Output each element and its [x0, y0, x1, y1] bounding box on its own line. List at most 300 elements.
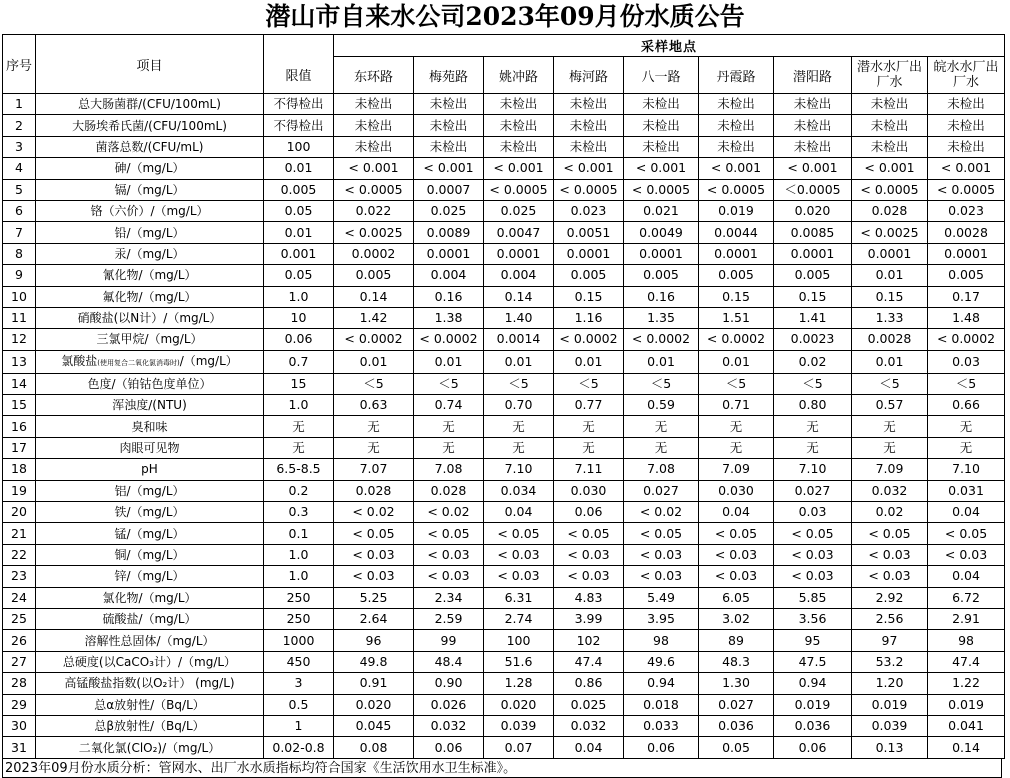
row-number: 29: [3, 694, 36, 715]
row-value: < 0.0005: [699, 179, 774, 200]
row-value: 0.04: [484, 502, 554, 523]
row-value: 0.06: [414, 737, 484, 758]
row-value: ＜5: [928, 373, 1005, 394]
row-value: < 0.001: [928, 158, 1005, 179]
row-value: 0.036: [774, 715, 852, 736]
row-value: 0.0001: [774, 243, 852, 264]
row-value: 未检出: [334, 136, 414, 157]
row-value: < 0.02: [414, 502, 484, 523]
row-item: 锰/（mg/L）: [36, 523, 264, 544]
row-value: < 0.001: [699, 158, 774, 179]
row-number: 14: [3, 373, 36, 394]
row-value: 98: [624, 630, 699, 651]
row-value: 6.72: [928, 587, 1005, 608]
row-value: < 0.05: [414, 523, 484, 544]
row-value: 0.0085: [774, 222, 852, 243]
row-value: 0.005: [774, 265, 852, 286]
header-item: 项目: [36, 35, 264, 94]
row-item: 铅/（mg/L）: [36, 222, 264, 243]
row-number: 2: [3, 115, 36, 136]
header-seq: 序号: [3, 35, 36, 94]
header-site: 梅苑路: [414, 57, 484, 94]
row-value: 无: [852, 416, 928, 437]
row-value: 未检出: [774, 115, 852, 136]
row-value: < 0.05: [852, 523, 928, 544]
row-value: < 0.03: [699, 544, 774, 565]
row-item: 色度/（铂钴色度单位）: [36, 373, 264, 394]
row-value: 0.06: [774, 737, 852, 758]
row-value: 0.02: [774, 350, 852, 373]
row-value: 0.01: [699, 350, 774, 373]
row-value: < 0.001: [334, 158, 414, 179]
row-value: 0.018: [624, 694, 699, 715]
row-value: 无: [928, 416, 1005, 437]
row-limit: 1: [264, 715, 334, 736]
row-value: 0.036: [699, 715, 774, 736]
row-value: 0.0044: [699, 222, 774, 243]
row-number: 1: [3, 94, 36, 115]
row-number: 31: [3, 737, 36, 758]
row-limit: 100: [264, 136, 334, 157]
row-value: 0.019: [699, 200, 774, 221]
row-value: < 0.05: [334, 523, 414, 544]
row-value: < 0.0002: [699, 329, 774, 350]
row-value: < 0.0002: [928, 329, 1005, 350]
row-value: 0.04: [554, 737, 624, 758]
row-value: 0.04: [928, 502, 1005, 523]
row-number: 21: [3, 523, 36, 544]
row-value: 0.0047: [484, 222, 554, 243]
table-row: [3, 437, 1005, 458]
row-value: 0.57: [852, 395, 928, 416]
row-value: 0.05: [699, 737, 774, 758]
row-item: 总β放射性/（Bq/L）: [36, 715, 264, 736]
row-value: 0.71: [699, 395, 774, 416]
row-limit: 1000: [264, 630, 334, 651]
row-value: < 0.0025: [334, 222, 414, 243]
row-value: 1.35: [624, 307, 699, 328]
row-value: 0.004: [414, 265, 484, 286]
row-value: 0.91: [334, 673, 414, 694]
row-value: < 0.03: [774, 544, 852, 565]
row-value: < 0.0002: [414, 329, 484, 350]
row-value: 0.005: [554, 265, 624, 286]
row-value: 无: [554, 437, 624, 458]
row-value: 49.8: [334, 651, 414, 672]
row-value: 0.01: [852, 265, 928, 286]
row-value: 无: [699, 416, 774, 437]
row-value: 0.023: [928, 200, 1005, 221]
row-number: 12: [3, 329, 36, 350]
row-value: 1.33: [852, 307, 928, 328]
row-value: 0.0028: [852, 329, 928, 350]
row-value: 无: [484, 437, 554, 458]
row-value: 4.83: [554, 587, 624, 608]
row-value: 0.0023: [774, 329, 852, 350]
row-value: 5.85: [774, 587, 852, 608]
row-item: 总大肠菌群/(CFU/100mL): [36, 94, 264, 115]
row-number: 15: [3, 395, 36, 416]
row-item: 铁/（mg/L）: [36, 502, 264, 523]
row-value: 1.16: [554, 307, 624, 328]
table-row: [3, 608, 1005, 629]
row-item: 汞/（mg/L）: [36, 243, 264, 264]
row-value: 无: [624, 416, 699, 437]
row-value: < 0.05: [774, 523, 852, 544]
row-value: 无: [774, 437, 852, 458]
row-limit: 0.005: [264, 179, 334, 200]
row-item: 二氧化氯(ClO₂)/（mg/L）: [36, 737, 264, 758]
row-number: 16: [3, 416, 36, 437]
row-value: 1.38: [414, 307, 484, 328]
row-value: 未检出: [334, 115, 414, 136]
row-value: 5.49: [624, 587, 699, 608]
row-item-name: 氯酸盐: [61, 353, 98, 368]
row-item: 氰化物/（mg/L）: [36, 265, 264, 286]
row-value: 0.15: [774, 286, 852, 307]
row-value: ＜5: [484, 373, 554, 394]
row-number: 22: [3, 544, 36, 565]
row-value: 0.027: [624, 480, 699, 501]
table-row: [3, 350, 1005, 373]
row-value: 未检出: [554, 115, 624, 136]
row-value: 0.01: [852, 350, 928, 373]
table-row: [3, 416, 1005, 437]
row-value: ＜0.0005: [774, 179, 852, 200]
row-value: 3.95: [624, 608, 699, 629]
row-value: 0.77: [554, 395, 624, 416]
row-value: 47.4: [554, 651, 624, 672]
row-limit: 0.001: [264, 243, 334, 264]
row-value: < 0.03: [484, 566, 554, 587]
row-value: 7.10: [484, 459, 554, 480]
row-item: 铜/（mg/L）: [36, 544, 264, 565]
row-value: 无: [554, 416, 624, 437]
row-value: 0.04: [928, 566, 1005, 587]
row-value: < 0.001: [624, 158, 699, 179]
row-value: 0.020: [334, 694, 414, 715]
row-value: 0.17: [928, 286, 1005, 307]
header-site: 梅河路: [554, 57, 624, 94]
row-limit: 0.05: [264, 265, 334, 286]
row-value: 95: [774, 630, 852, 651]
row-limit: 不得检出: [264, 94, 334, 115]
row-value: 未检出: [774, 94, 852, 115]
row-limit: 6.5-8.5: [264, 459, 334, 480]
row-item: 铝/（mg/L）: [36, 480, 264, 501]
row-value: 5.25: [334, 587, 414, 608]
row-value: 3.56: [774, 608, 852, 629]
row-value: 0.041: [928, 715, 1005, 736]
row-value: 未检出: [699, 94, 774, 115]
row-value: < 0.0005: [852, 179, 928, 200]
row-limit: 3: [264, 673, 334, 694]
row-number: 24: [3, 587, 36, 608]
row-item: 总硬度(以CaCO₃计）/（mg/L）: [36, 651, 264, 672]
row-value: 0.0001: [414, 243, 484, 264]
row-value: 7.09: [699, 459, 774, 480]
table-row: [3, 459, 1005, 480]
row-value: 0.0089: [414, 222, 484, 243]
row-value: 0.0028: [928, 222, 1005, 243]
row-value: 0.06: [624, 737, 699, 758]
row-item: 肉眼可见物: [36, 437, 264, 458]
row-value: 3.99: [554, 608, 624, 629]
row-limit: 15: [264, 373, 334, 394]
row-value: 0.16: [414, 286, 484, 307]
row-value: < 0.03: [414, 566, 484, 587]
table-row: [3, 502, 1005, 523]
row-limit: 不得检出: [264, 115, 334, 136]
row-limit: 0.01: [264, 158, 334, 179]
row-value: ＜5: [774, 373, 852, 394]
table-row: [3, 307, 1005, 328]
row-item: 三氯甲烷/（mg/L）: [36, 329, 264, 350]
header-site: 八一路: [624, 57, 699, 94]
row-value: 0.70: [484, 395, 554, 416]
row-value: 未检出: [414, 136, 484, 157]
row-value: 7.09: [852, 459, 928, 480]
row-number: 26: [3, 630, 36, 651]
row-limit: 250: [264, 587, 334, 608]
header-site: 东环路: [334, 57, 414, 94]
table-row: [3, 480, 1005, 501]
row-limit: 1.0: [264, 566, 334, 587]
row-value: 1.22: [928, 673, 1005, 694]
row-value: < 0.03: [774, 566, 852, 587]
row-item: 大肠埃希氏菌/(CFU/100mL): [36, 115, 264, 136]
table-row: [3, 136, 1005, 157]
row-value: 0.028: [334, 480, 414, 501]
row-item: 砷/（mg/L）: [36, 158, 264, 179]
row-value: 0.03: [928, 350, 1005, 373]
row-value: 0.039: [852, 715, 928, 736]
row-value: 0.15: [699, 286, 774, 307]
table-row: [3, 158, 1005, 179]
header-site: 潜阳路: [774, 57, 852, 94]
header-site: 姚冲路: [484, 57, 554, 94]
row-value: 1.20: [852, 673, 928, 694]
row-item: 氟化物/（mg/L）: [36, 286, 264, 307]
row-number: 25: [3, 608, 36, 629]
row-item: 硝酸盐(以N计）/（mg/L）: [36, 307, 264, 328]
header-site: 丹霞路: [699, 57, 774, 94]
row-value: < 0.0005: [928, 179, 1005, 200]
row-value: < 0.03: [334, 566, 414, 587]
row-value: 0.07: [484, 737, 554, 758]
row-value: 无: [414, 416, 484, 437]
table-row: [3, 395, 1005, 416]
row-value: 0.0001: [852, 243, 928, 264]
row-value: 3.02: [699, 608, 774, 629]
row-value: 0.86: [554, 673, 624, 694]
row-number: 19: [3, 480, 36, 501]
row-limit: 450: [264, 651, 334, 672]
row-value: < 0.001: [484, 158, 554, 179]
table-row: [3, 694, 1005, 715]
table-row: [3, 286, 1005, 307]
row-value: 未检出: [334, 94, 414, 115]
row-value: 0.90: [414, 673, 484, 694]
row-number: 7: [3, 222, 36, 243]
row-number: 8: [3, 243, 36, 264]
row-value: 0.59: [624, 395, 699, 416]
row-limit: 1.0: [264, 286, 334, 307]
row-value: < 0.03: [624, 566, 699, 587]
row-item: 高锰酸盐指数(以O₂计） (mg/L): [36, 673, 264, 694]
row-limit: 10: [264, 307, 334, 328]
row-value: 0.025: [414, 200, 484, 221]
row-value: 0.04: [699, 502, 774, 523]
row-number: 4: [3, 158, 36, 179]
row-value: 未检出: [852, 136, 928, 157]
row-value: 0.94: [624, 673, 699, 694]
row-value: 0.0049: [624, 222, 699, 243]
row-value: 0.030: [699, 480, 774, 501]
row-value: 48.3: [699, 651, 774, 672]
row-value: 未检出: [624, 136, 699, 157]
row-value: 0.031: [928, 480, 1005, 501]
row-limit: 0.05: [264, 200, 334, 221]
row-value: ＜5: [414, 373, 484, 394]
row-value: 0.033: [624, 715, 699, 736]
row-limit: 250: [264, 608, 334, 629]
row-item: 总α放射性/（Bq/L）: [36, 694, 264, 715]
row-value: 0.0051: [554, 222, 624, 243]
table-row: [3, 523, 1005, 544]
row-value: 无: [484, 416, 554, 437]
row-value: 0.01: [624, 350, 699, 373]
row-value: 0.80: [774, 395, 852, 416]
row-value: 0.023: [554, 200, 624, 221]
row-value: 99: [414, 630, 484, 651]
row-value: 7.10: [774, 459, 852, 480]
row-item-unit: /（mg/L）: [179, 353, 238, 368]
row-value: 未检出: [928, 94, 1005, 115]
row-number: 9: [3, 265, 36, 286]
row-limit: 1.0: [264, 395, 334, 416]
table-row: [3, 200, 1005, 221]
row-value: 0.63: [334, 395, 414, 416]
row-number: 30: [3, 715, 36, 736]
row-value: < 0.001: [774, 158, 852, 179]
row-value: < 0.001: [852, 158, 928, 179]
row-value: 7.08: [624, 459, 699, 480]
row-value: ＜5: [554, 373, 624, 394]
table-row: [3, 265, 1005, 286]
row-value: 0.027: [774, 480, 852, 501]
table-row: [3, 566, 1005, 587]
row-value: 未检出: [554, 136, 624, 157]
row-limit: 0.3: [264, 502, 334, 523]
row-value: 0.0014: [484, 329, 554, 350]
row-value: 0.16: [624, 286, 699, 307]
row-value: 1.42: [334, 307, 414, 328]
row-item: 氯化物/（mg/L）: [36, 587, 264, 608]
row-value: 0.02: [852, 502, 928, 523]
row-item: [36, 350, 264, 373]
row-number: 20: [3, 502, 36, 523]
row-value: 0.005: [334, 265, 414, 286]
row-value: 1.51: [699, 307, 774, 328]
header-sampling-sites: 采样地点: [334, 35, 1005, 57]
row-value: 49.6: [624, 651, 699, 672]
table-row: [3, 544, 1005, 565]
table-row: [3, 94, 1005, 115]
table-row: [3, 179, 1005, 200]
row-value: 0.032: [414, 715, 484, 736]
row-value: < 0.05: [928, 523, 1005, 544]
row-value: 未检出: [484, 94, 554, 115]
row-value: 48.4: [414, 651, 484, 672]
row-value: 无: [624, 437, 699, 458]
row-value: 未检出: [414, 94, 484, 115]
row-value: 0.01: [414, 350, 484, 373]
row-number: 17: [3, 437, 36, 458]
row-value: < 0.03: [624, 544, 699, 565]
row-value: 0.01: [554, 350, 624, 373]
row-value: 0.13: [852, 737, 928, 758]
row-value: 47.4: [928, 651, 1005, 672]
row-value: 0.005: [624, 265, 699, 286]
row-value: 未检出: [624, 94, 699, 115]
row-value: 96: [334, 630, 414, 651]
row-value: < 0.0025: [852, 222, 928, 243]
table-row: [3, 329, 1005, 350]
row-value: < 0.03: [554, 566, 624, 587]
row-value: < 0.03: [554, 544, 624, 565]
row-value: 0.045: [334, 715, 414, 736]
row-value: 0.028: [414, 480, 484, 501]
row-value: 0.020: [774, 200, 852, 221]
row-item: 铬（六价）/（mg/L）: [36, 200, 264, 221]
row-value: 1.41: [774, 307, 852, 328]
row-value: 0.0001: [554, 243, 624, 264]
row-value: 0.019: [852, 694, 928, 715]
row-value: < 0.05: [554, 523, 624, 544]
row-value: 7.08: [414, 459, 484, 480]
table-row: [3, 715, 1005, 736]
row-value: 0.08: [334, 737, 414, 758]
row-value: 0.025: [554, 694, 624, 715]
row-value: < 0.05: [699, 523, 774, 544]
row-limit: 0.1: [264, 523, 334, 544]
row-value: 0.025: [484, 200, 554, 221]
row-value: 未检出: [484, 115, 554, 136]
row-value: 无: [852, 437, 928, 458]
row-value: 1.40: [484, 307, 554, 328]
row-value: 0.032: [554, 715, 624, 736]
row-value: 0.0001: [624, 243, 699, 264]
row-item: 锌/（mg/L）: [36, 566, 264, 587]
row-value: 未检出: [928, 136, 1005, 157]
row-value: 未检出: [928, 115, 1005, 136]
row-value: 1.48: [928, 307, 1005, 328]
water-quality-table: [2, 34, 1005, 759]
row-value: < 0.0005: [334, 179, 414, 200]
row-value: 0.019: [774, 694, 852, 715]
row-value: < 0.0002: [334, 329, 414, 350]
row-value: 2.34: [414, 587, 484, 608]
row-item: 菌落总数/(CFU/mL): [36, 136, 264, 157]
row-number: 28: [3, 673, 36, 694]
row-value: 0.14: [928, 737, 1005, 758]
row-value: 97: [852, 630, 928, 651]
row-number: 10: [3, 286, 36, 307]
row-value: 0.0001: [928, 243, 1005, 264]
table-row: [3, 673, 1005, 694]
row-value: < 0.0005: [554, 179, 624, 200]
